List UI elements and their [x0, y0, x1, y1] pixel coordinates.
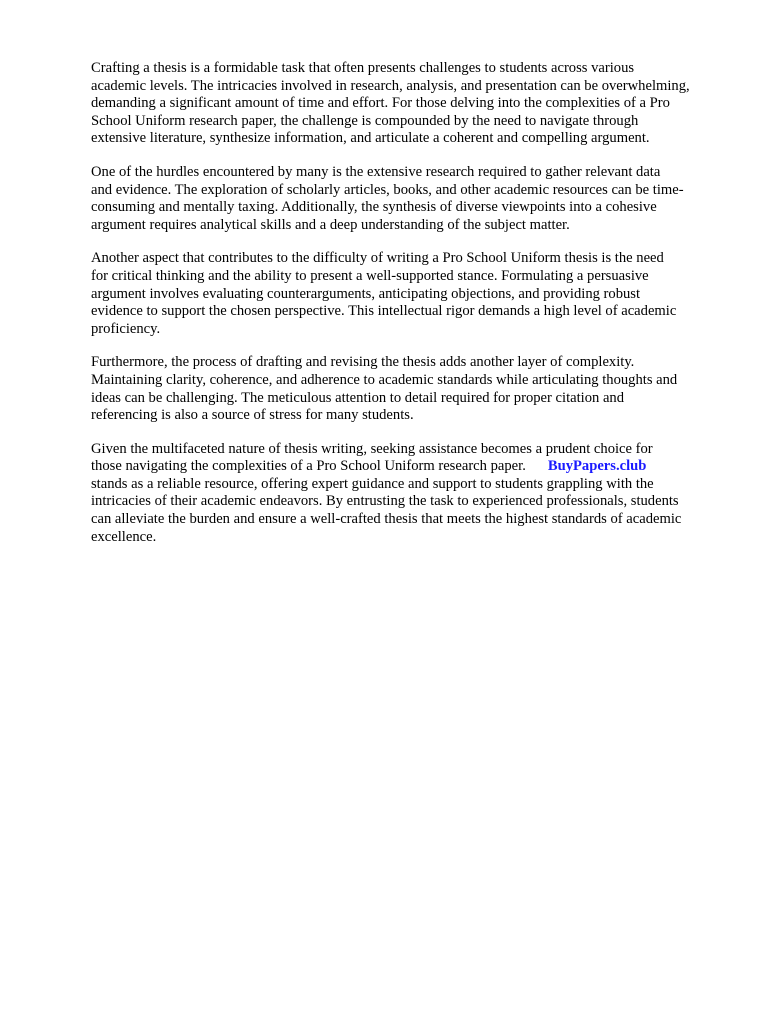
text-line: Maintaining clarity, coherence, and adherence to academic standards while articulating thoughts and [91, 371, 678, 388]
text-line: intricacies of their academic endeavors. By entrusting the task to experienced professionals, students [91, 493, 679, 510]
text-line: academic levels. The intricacies involved in research, analysis, and presentation can be overwhelming, [91, 77, 690, 94]
paragraph-4 [91, 354, 731, 424]
text-line: referencing is also a source of stress for many students. [91, 407, 414, 424]
text-line: demanding a significant amount of time and effort. For those delving into the complexities of a Pro [91, 95, 670, 112]
paragraph-1 [91, 60, 731, 148]
text-segment: those navigating the complexities of a Pro School Uniform research paper. [91, 458, 526, 475]
text-line: Given the multifaceted nature of thesis writing, seeking assistance becomes a prudent choice for [91, 440, 653, 457]
text-line: Another aspect that contributes to the difficulty of writing a Pro School Uniform thesis is the need [91, 250, 664, 267]
text-line: consuming and mentally taxing. Additionally, the synthesis of diverse viewpoints into a cohesive [91, 199, 657, 216]
text-line: for critical thinking and the ability to present a well-supported stance. Formulating a persuasive [91, 267, 649, 284]
text-line: proficiency. [91, 320, 161, 337]
text-line: argument involves evaluating counterarguments, anticipating objections, and providing robust [91, 285, 641, 302]
text-line: evidence to support the chosen perspective. This intellectual rigor demands a high level of academic [91, 303, 677, 320]
paragraph-5 [91, 441, 731, 547]
paragraph-2 [91, 164, 731, 234]
document-page [91, 60, 731, 562]
text-line: ideas can be challenging. The meticulous attention to detail required for proper citation and [91, 389, 625, 406]
text-line: and evidence. The exploration of scholarly articles, books, and other academic resources can be time- [91, 181, 684, 198]
text-line: extensive literature, synthesize information, and articulate a coherent and compelling argument. [91, 130, 650, 147]
text-line-with-link [91, 458, 731, 476]
buypapers-link[interactable]: BuyPapers.club [547, 458, 647, 475]
text-line: One of the hurdles encountered by many is the extensive research required to gather relevant data [91, 163, 661, 180]
text-line: Crafting a thesis is a formidable task that often presents challenges to students across various [91, 60, 635, 76]
paragraph-3 [91, 250, 731, 338]
text-line: can alleviate the burden and ensure a well-crafted thesis that meets the highest standards of academic [91, 511, 682, 528]
text-line: Furthermore, the process of drafting and revising the thesis adds another layer of complexity. [91, 354, 635, 371]
text-line: School Uniform research paper, the challenge is compounded by the need to navigate through [91, 112, 639, 129]
text-line: excellence. [91, 528, 157, 545]
text-line: stands as a reliable resource, offering expert guidance and support to students grappling with the [91, 475, 654, 492]
text-line: argument requires analytical skills and a deep understanding of the subject matter. [91, 216, 570, 233]
